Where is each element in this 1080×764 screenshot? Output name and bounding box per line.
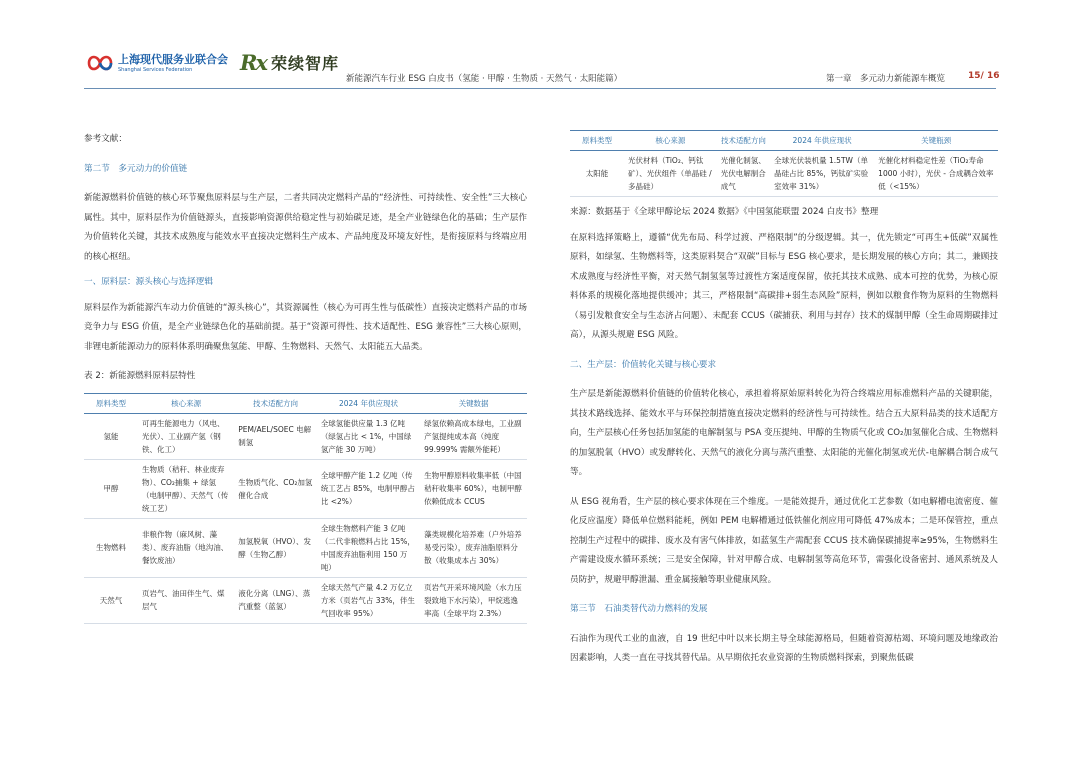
table-cell: PEM/AEL/SOEC 电解制氢 <box>234 413 317 459</box>
table-cell: 光伏材料（TiO₂、钙钛矿）、光伏组件（单晶硅 / 多晶硅） <box>624 151 717 197</box>
brand-name: 荣续智库 <box>270 54 339 73</box>
header-divider <box>84 88 996 89</box>
table-cell: 全球天然气产量 4.2 万亿立方米（页岩气占 33%，伴生气回收率 95%） <box>317 577 420 623</box>
section-title: 第二节 多元动力的价值链 <box>84 163 188 174</box>
table-caption: 表 2：新能源燃料原料层特性 <box>84 371 196 381</box>
brand-logo <box>240 50 339 75</box>
table-cell: 液化分离（LNG）、蒸汽重整（蓝氢） <box>234 577 317 623</box>
subsection-title: 一、原料层：源头核心与选择逻辑 <box>84 277 213 287</box>
paragraph: 在原料选择策略上，遵循“优先布局、科学过渡、严格限制”的分级逻辑。其一，优先锁定“可再生+低碳”双属性原料，如绿氢、生物燃料等，这类原料契合“双碳”目标与 ESG 核心要求，是长期发展的核心方向；其二，兼顾技术成熟度与经济性平衡，对天然气制氢氢等过渡性方案适度保留，依托其技术成熟、成本可控的优势，为核心原料体系的规模化落地提供缓冲；其三，严格限制“高碳排+弱生态风险”原料，例如以粮食作物为原料的生物燃料（易引发粮食安全与生态济占问题）、未配套 CCUS（碳捕获、利用与封存）技术的煤制甲醇（全生命周期碳排过高），从源头规避 ESG 风险。 <box>570 232 998 340</box>
column-header: 核心来源 <box>624 131 717 151</box>
table-cell: 页岩气开采环境风险（水力压裂致地下水污染），甲烷逃逸率高（全球平均 2.3%） <box>420 577 527 623</box>
references-label: 参考文献： <box>84 134 127 144</box>
table-cell: 全球氢能供应量 1.3 亿吨（绿氢占比 < 1%，中国绿氢产能 30 万吨） <box>317 413 420 459</box>
table-cell: 全球甲醇产能 1.2 亿吨（传统工艺占 85%，电制甲醇占比 <2%） <box>317 459 420 518</box>
raw-material-table <box>84 393 527 624</box>
column-header: 核心来源 <box>138 393 234 413</box>
federation-name-en: Shanghai Services Federation <box>118 66 193 73</box>
column-header: 2024 年供应现状 <box>317 393 420 413</box>
table-cell: 光催化制氢、光伏电解制合成气 <box>717 151 770 197</box>
table-source: 来源：数据基于《全球甲醇论坛 2024 数据》《中国氢能联盟 2024 白皮书》整理 <box>570 207 879 217</box>
table-cell: 光催化材料稳定性差（TiO₂寿命 1000 小时），光伏 - 合成耦合效率低（<15%） <box>874 151 998 197</box>
table-row <box>84 577 527 623</box>
table-header-row <box>84 393 527 413</box>
table-header-row <box>570 131 998 151</box>
table-cell: 全球光伏装机量 1.5TW（单晶硅占比 85%，钙钛矿实验室效率 31%） <box>770 151 874 197</box>
table-row <box>84 518 527 577</box>
federation-logo <box>86 52 228 74</box>
table-cell: 生物甲醇原料收集率低（中国秸秆收集率 60%），电制甲醇依赖低成本 CCUS <box>420 459 527 518</box>
column-header: 技术适配方向 <box>717 131 770 151</box>
brand-mark: Rx <box>240 50 266 75</box>
table-row <box>570 151 998 197</box>
table-cell: 生物质（秸秆、林业废弃物）、CO₂捕集 + 绿氢（电制甲醇）、天然气（传统工艺） <box>138 459 234 518</box>
table-row <box>84 413 527 459</box>
table-cell: 藻类规模化培养难（户外培养易受污染），废弃油脂原料分散（收集成本占 30%） <box>420 518 527 577</box>
column-header: 原料类型 <box>570 131 624 151</box>
raw-material-table-continued <box>570 130 998 197</box>
table-cell: 甲醇 <box>84 459 138 518</box>
paragraph: 生产层是新能源燃料价值链的价值转化核心，承担着将原始原料转化为符合终端应用标准燃料产品的关键职能，其技术路线选择、能效水平与环保控制措施直接决定燃料的经济性与可持续性。结合五大原料品类的技术适配方向，生产层核心任务包括加氢能的电解制氢与 PSA 变压提纯、甲醇的生物质气化或 CO₂加氢催化合成、生物燃料的加氢脱氧（HVO）或发酵转化、天然气的液化分离与蒸汽重整、太阳能的光催化制氢或光伏-电解耦合制合成气等。 <box>570 389 998 477</box>
table-row <box>84 459 527 518</box>
column-header: 关键数据 <box>420 393 527 413</box>
left-column <box>84 130 527 624</box>
page-number: 15/ 16 <box>968 71 1000 81</box>
table-cell: 太阳能 <box>570 151 624 197</box>
column-header: 原料类型 <box>84 393 138 413</box>
paragraph: 从 ESG 视角看，生产层的核心要求体现在三个维度。一是能效提升，通过优化工艺参数（如电解槽电流密度、催化反应温度）降低单位燃料能耗，例如 PEM 电解槽通过低铁催化剂应用可降低 47%成本；二是环保管控，重点控制生产过程中的碳排、废水及有害气体排放，如蓝氢生产需配套 CCUS 技术确保碳捕捉率≥95%，生物燃料生产需建设废水循环系统；三是安全保障，针对甲醇合成、电解制氢等高危环节，需强化设备密封、通风系统及人员防护，规避甲醇泄漏、重金属接触等职业健康风险。 <box>570 496 998 585</box>
subsection-title: 二、生产层：价值转化关键与核心要求 <box>570 359 717 370</box>
paragraph: 新能源燃料价值链的核心环节聚焦原料层与生产层，二者共同决定燃料产品的“经济性、可持续性、安全性”三大核心属性。其中，原料层作为价值链源头，直接影响资源供给稳定性与初始碳足迹，是全产业链绿色化的基础；生产层作为价值转化关键，其技术成熟度与能效水平直接决定燃料生产成本、产品纯度及环境友好性，是衔接原料与终端应用的核心枢纽。 <box>84 193 527 262</box>
table-cell: 非粮作物（麻风树、藻类）、废弃油脂（地沟油、餐饮废油） <box>138 518 234 577</box>
right-column <box>570 130 998 669</box>
paragraph: 原料层作为新能源汽车动力价值链的“源头核心”，其资源属性（核心为可再生性与低碳性）直接决定燃料产品的市场竞争力与 ESG 价值，是全产业链绿色化的基础前提。基于“资源可得性、技术适配性、ESG 兼容性”三大核心原则，非锂电新能源动力的原料体系明确聚焦氢能、甲醇、生物燃料、天然气、太阳能五大品类。 <box>84 302 527 352</box>
table-cell: 加氢脱氧（HVO）、发酵（生物乙醇） <box>234 518 317 577</box>
section-title: 第三节 石油类替代动力燃料的发展 <box>570 604 708 614</box>
table-cell: 天然气 <box>84 577 138 623</box>
column-header: 技术适配方向 <box>234 393 317 413</box>
table-cell: 可再生能源电力（风电、光伏）、工业副产氢（钢铁、化工） <box>138 413 234 459</box>
table-cell: 生物燃料 <box>84 518 138 577</box>
page-header <box>0 0 1080 100</box>
table-cell: 氢能 <box>84 413 138 459</box>
federation-emblem-icon <box>86 52 114 74</box>
column-header: 关键瓶颈 <box>874 131 998 151</box>
paragraph: 石油作为现代工业的血液，自 19 世纪中叶以来长期主导全球能源格局，但随着资源枯竭、环境问题及地缘政治因素影响，人类一直在寻找其替代品。从早期依托农业资源的生物质燃料探索，到聚焦低碳 <box>570 633 998 663</box>
table-cell: 全球生物燃料产能 3 亿吨（二代非粮燃料占比 15%，中国废弃油脂利用 150 万吨） <box>317 518 420 577</box>
table-cell: 页岩气、油田伴生气、煤层气 <box>138 577 234 623</box>
table-cell: 绿氢依赖高成本绿电，工业副产氢提纯成本高（纯度 99.999% 需额外能耗） <box>420 413 527 459</box>
chapter-title: 第一章 多元动力新能源车概览 <box>826 74 946 84</box>
federation-name-cn: 上海现代服务业联合会 <box>118 52 228 66</box>
column-header: 2024 年供应现状 <box>770 131 874 151</box>
table-cell: 生物质气化、CO₂加氢催化合成 <box>234 459 317 518</box>
document-title: 新能源汽车行业 ESG 白皮书（氢能 · 甲醇 · 生物质 · 天然气 · 太阳能篇） <box>346 74 623 84</box>
